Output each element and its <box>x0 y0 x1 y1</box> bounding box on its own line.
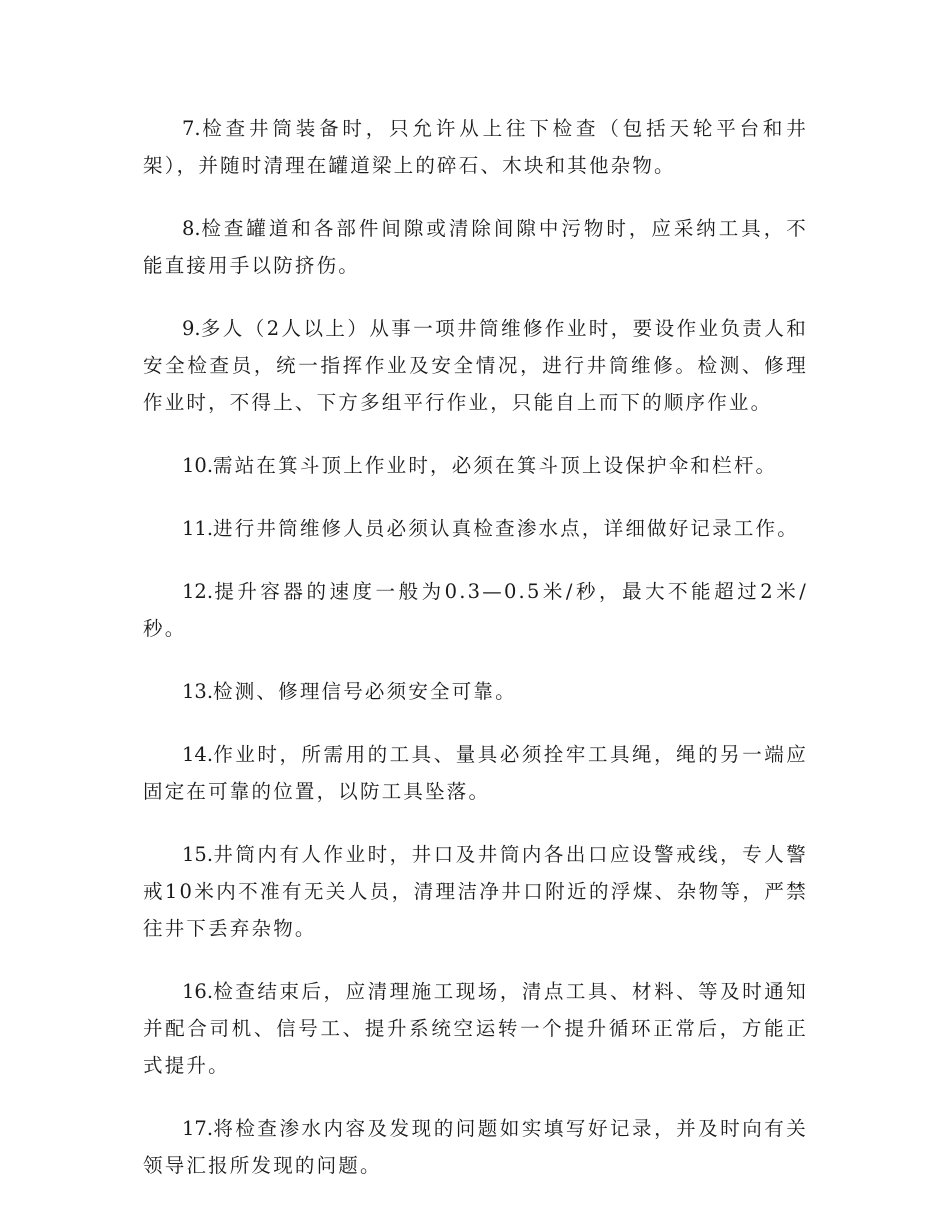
item-number: 12. <box>182 580 214 603</box>
item-text: 检查井筒装备时，只允许从上往下检查（包括天轮平台和井架），并随时清理在罐道梁上的碎石、木块和其他杂物。 <box>143 117 808 177</box>
item-number: 9. <box>182 317 201 340</box>
item-text: 检查结束后，应清理施工现场，清点工具、材料、等及时通知并配合司机、信号工、提升系统空运转一个提升循环正常后，方能正式提升。 <box>143 980 808 1077</box>
paragraph-item-16 <box>143 973 808 1084</box>
item-text: 检查罐道和各部件间隙或清除间隙中污物时，应采纳工具，不能直接用手以防挤伤。 <box>143 217 808 277</box>
item-number: 16. <box>182 980 214 1003</box>
item-number: 17. <box>182 1117 214 1140</box>
paragraph-item-11 <box>143 510 808 547</box>
paragraph-item-7 <box>143 110 808 184</box>
item-text: 检测、修理信号必须安全可靠。 <box>213 680 517 703</box>
item-number: 15. <box>182 843 214 866</box>
item-number: 7. <box>182 117 201 140</box>
paragraph-item-8 <box>143 210 808 284</box>
item-number: 10. <box>182 454 214 477</box>
item-text: 将检查渗水内容及发现的问题如实填写好记录，并及时向有关领导汇报所发现的问题。 <box>143 1117 808 1177</box>
item-text: 需站在箕斗顶上作业时，必须在箕斗顶上设保护伞和栏杆。 <box>213 454 778 477</box>
item-number: 8. <box>182 217 201 240</box>
item-number: 11. <box>182 517 214 540</box>
item-number: 14. <box>182 743 214 766</box>
item-text: 井筒内有人作业时，井口及井筒内各出口应设警戒线，专人警戒10米内不准有无关人员，清理洁净井口附近的浮煤、杂物等，严禁往井下丢弃杂物。 <box>143 843 808 940</box>
item-text: 提升容器的速度一般为0.3—0.5米/秒，最大不能超过2米/秒。 <box>143 580 808 640</box>
paragraph-item-15 <box>143 836 808 947</box>
item-text: 作业时，所需用的工具、量具必须拴牢工具绳，绳的另一端应固定在可靠的位置，以防工具坠落。 <box>143 743 808 803</box>
item-text: 进行井筒维修人员必须认真检查渗水点，详细做好记录工作。 <box>213 517 799 540</box>
item-number: 13. <box>182 680 214 703</box>
paragraph-item-9 <box>143 310 808 421</box>
paragraph-item-12 <box>143 573 808 647</box>
paragraph-item-17 <box>143 1110 808 1184</box>
document-body <box>143 110 808 1210</box>
paragraph-item-10 <box>143 447 808 484</box>
paragraph-item-13 <box>143 673 808 710</box>
item-text: 多人（2人以上）从事一项井筒维修作业时，要设作业负责人和安全检查员，统一指挥作业及安全情况，进行井筒维修。检测、修理作业时，不得上、下方多组平行作业，只能自上而下的顺序作业。 <box>143 317 808 414</box>
paragraph-item-14 <box>143 736 808 810</box>
